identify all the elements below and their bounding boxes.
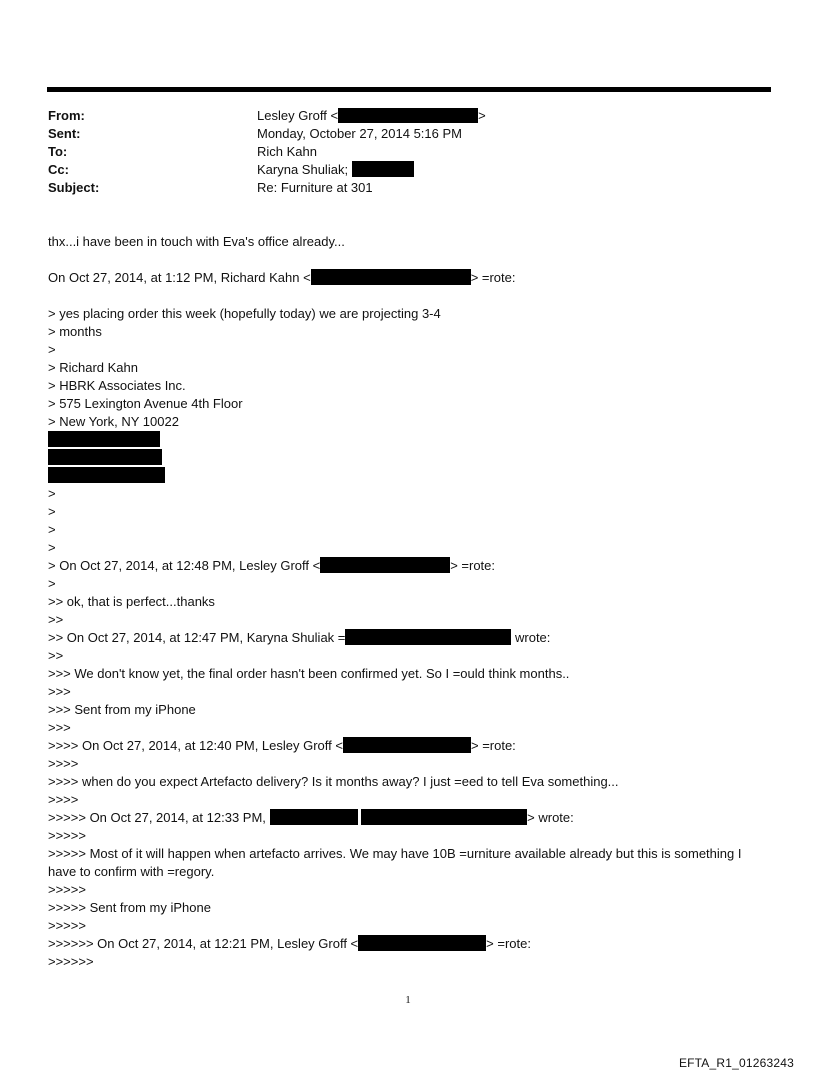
- to-label: To:: [48, 144, 68, 159]
- cc-name: Karyna Shuliak;: [257, 162, 349, 177]
- body-line: [48, 269, 516, 287]
- body-line: >>>>> Sent from my iPhone: [48, 900, 211, 915]
- body-line: >> ok, that is perfect...thanks: [48, 594, 215, 609]
- quote-intro: >> On Oct 27, 2014, at 12:47 PM, Karyna Shuliak =: [48, 630, 346, 645]
- quote-suffix: > =rote:: [470, 738, 516, 753]
- body-line: [48, 935, 531, 953]
- body-line: >: [48, 342, 56, 357]
- quote-suffix: wrote:: [515, 630, 551, 645]
- redaction: [358, 935, 486, 951]
- body-line: thx...i have been in touch with Eva's office already...: [48, 234, 345, 249]
- body-line: [48, 809, 574, 827]
- redaction: [320, 557, 450, 573]
- redaction: [48, 467, 165, 483]
- from-value: [257, 107, 486, 125]
- quote-intro: > On Oct 27, 2014, at 12:48 PM, Lesley Groff <: [48, 558, 321, 573]
- body-line: >: [48, 576, 56, 591]
- quote-suffix: > =rote:: [486, 936, 531, 951]
- body-line: [48, 557, 495, 575]
- sent-row: [48, 125, 768, 143]
- quote-suffix: > =rote:: [470, 270, 516, 285]
- body-line: >>>: [48, 720, 71, 735]
- body-line: [48, 737, 516, 755]
- body-line: > yes placing order this week (hopefully today) we are projecting 3-4: [48, 306, 441, 321]
- body-line: >: [48, 540, 56, 555]
- body-line: >>: [48, 648, 64, 663]
- quote-suffix: > wrote:: [527, 810, 574, 825]
- to-value: Rich Kahn: [257, 144, 317, 159]
- redaction: [48, 431, 160, 447]
- subject-label: Subject:: [48, 180, 100, 195]
- email-header: [48, 107, 768, 197]
- body-line: > Richard Kahn: [48, 360, 138, 375]
- body-line: > months: [48, 324, 102, 339]
- sent-value: Monday, October 27, 2014 5:16 PM: [257, 126, 462, 141]
- cc-row: [48, 161, 768, 179]
- body-line: >>>: [48, 684, 71, 699]
- redaction: [361, 809, 527, 825]
- quote-suffix: > =rote:: [450, 558, 496, 573]
- body-line: >: [48, 486, 56, 501]
- from-label: From:: [48, 108, 85, 123]
- body-line: >>>>>>: [48, 954, 94, 969]
- subject-value: Re: Furniture at 301: [257, 180, 373, 195]
- body-line: >>>>: [48, 756, 79, 771]
- redaction: [270, 809, 358, 825]
- body-line: >: [48, 504, 56, 519]
- body-line: >>>> when do you expect Artefacto delivery? Is it months away? I just =eed to tell Eva something...: [48, 774, 619, 789]
- body-line: > New York, NY 10022: [48, 414, 179, 429]
- body-line: >>> We don't know yet, the final order hasn't been confirmed yet. So I =ould think months..: [48, 666, 570, 681]
- cc-label: Cc:: [48, 162, 69, 177]
- redaction: [343, 737, 471, 753]
- body-line: >>>>: [48, 792, 79, 807]
- from-close: >: [478, 108, 486, 123]
- redaction: [345, 629, 511, 645]
- cc-value: [257, 161, 414, 179]
- body-line: > HBRK Associates Inc.: [48, 378, 186, 393]
- body-line: >>>>>: [48, 918, 86, 933]
- quote-intro: >>>> On Oct 27, 2014, at 12:40 PM, Lesley Groff <: [48, 738, 343, 753]
- subject-row: [48, 179, 768, 197]
- redaction: [48, 449, 162, 465]
- header-rule: [47, 87, 771, 92]
- body-line: >>: [48, 612, 64, 627]
- redaction: [338, 108, 478, 123]
- body-line: >>>>>: [48, 882, 86, 897]
- sent-label: Sent:: [48, 126, 81, 141]
- redaction: [311, 269, 471, 285]
- from-name: Lesley Groff <: [257, 108, 339, 123]
- body-line: >: [48, 522, 56, 537]
- quote-intro: >>>>>> On Oct 27, 2014, at 12:21 PM, Lesley Groff <: [48, 936, 359, 951]
- to-row: [48, 143, 768, 161]
- quote-intro: >>>>> On Oct 27, 2014, at 12:33 PM,: [48, 810, 266, 825]
- from-row: [48, 107, 768, 125]
- body-line: >>>>> Most of it will happen when artefacto arrives. We may have 10B =urniture available already but this is something I have to confirm with =regory.: [48, 846, 742, 879]
- body-line: >>>>>: [48, 828, 86, 843]
- body-line: >>> Sent from my iPhone: [48, 702, 196, 717]
- quote-intro: On Oct 27, 2014, at 1:12 PM, Richard Kahn <: [48, 270, 311, 285]
- redaction: [352, 161, 414, 177]
- document-id: EFTA_R1_01263243: [678, 1056, 794, 1070]
- body-line: [48, 629, 550, 647]
- page-number: 1: [405, 994, 411, 1006]
- body-line: > 575 Lexington Avenue 4th Floor: [48, 396, 243, 411]
